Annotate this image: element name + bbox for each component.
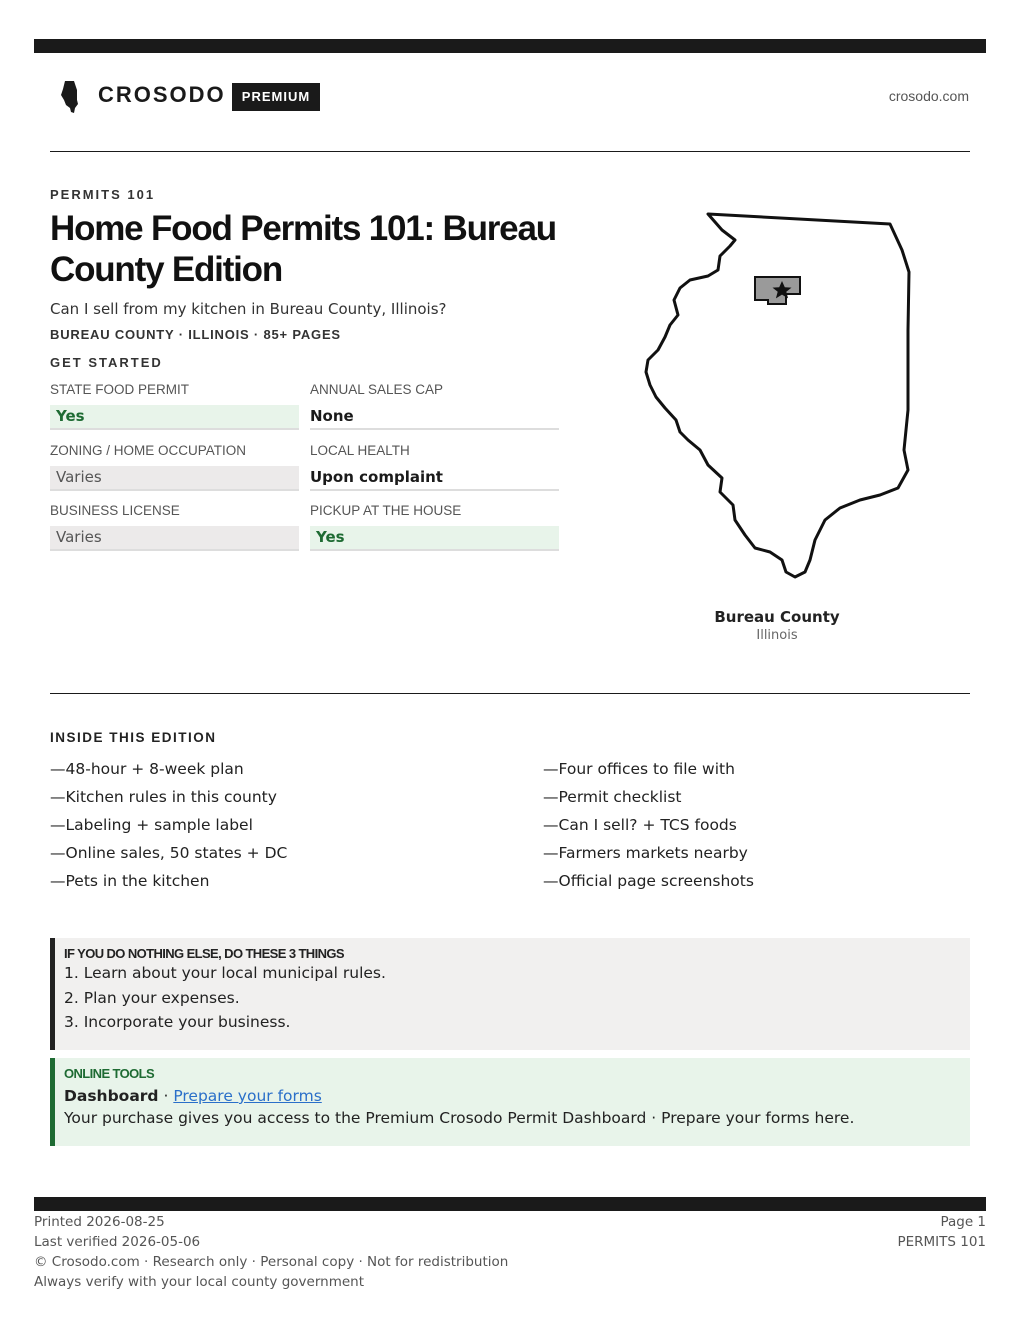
inside-list-right <box>543 758 963 898</box>
fact-value: Yes <box>310 526 559 551</box>
map-caption <box>700 608 854 643</box>
list-item: —Labeling + sample label <box>50 816 253 834</box>
section-eyebrow: PERMITS 101 <box>50 187 156 202</box>
copyright: © Crosodo.com · Research only · Personal copy · Not for redistribution <box>34 1254 509 1270</box>
list-item: —48-hour + 8-week plan <box>50 760 244 778</box>
bottom-rule-bar <box>34 1197 986 1211</box>
list-item: —Farmers markets nearby <box>543 844 748 862</box>
map-state-name: Illinois <box>756 628 798 643</box>
list-item: —Four offices to file with <box>543 760 735 778</box>
online-tools-callout <box>50 1058 970 1146</box>
callout-step: 1. Learn about your local municipal rules. <box>64 964 386 982</box>
premium-badge: PREMIUM <box>232 83 320 111</box>
footer-section: PERMITS 101 <box>897 1234 986 1250</box>
list-item: —Official page screenshots <box>543 872 754 890</box>
illinois-state-icon <box>60 80 82 114</box>
fact-state-food-permit <box>50 382 299 430</box>
callout-heading: IF YOU DO NOTHING ELSE, DO THESE 3 THINGS <box>64 946 344 961</box>
fact-annual-sales-cap <box>310 382 559 430</box>
callout-step: 2. Plan your expenses. <box>64 988 240 1007</box>
list-item: —Permit checklist <box>543 788 682 806</box>
section-divider <box>50 693 970 694</box>
footer-right <box>897 1212 986 1252</box>
verified-date: Last verified 2026-05-06 <box>34 1234 201 1250</box>
dashboard-label: Dashboard <box>64 1087 159 1105</box>
fact-label: STATE FOOD PERMIT <box>50 382 190 397</box>
callout-step: 3. Incorporate your business. <box>64 1013 291 1031</box>
verify-note: Always verify with your local county government <box>34 1274 364 1290</box>
prepare-forms-link[interactable]: Prepare your forms <box>173 1087 322 1105</box>
fact-value: None <box>310 405 559 430</box>
tools-dashboard-line <box>64 1087 970 1105</box>
fact-zoning <box>50 443 299 491</box>
get-started-heading: GET STARTED <box>50 355 163 370</box>
list-item: —Pets in the kitchen <box>50 872 210 890</box>
inside-list-left <box>50 758 470 898</box>
page-subtitle: Can I sell from my kitchen in Bureau County, Illinois? <box>50 300 447 318</box>
fact-value: Varies <box>50 526 299 551</box>
list-item: —Kitchen rules in this county <box>50 788 277 806</box>
three-things-callout <box>50 938 970 1050</box>
site-url[interactable]: crosodo.com <box>888 88 969 104</box>
edition-meta: BUREAU COUNTY · ILLINOIS · 85+ PAGES <box>50 327 341 342</box>
fact-label: LOCAL HEALTH <box>310 443 410 458</box>
list-item: —Can I sell? + TCS foods <box>543 816 737 834</box>
fact-label: PICKUP AT THE HOUSE <box>310 503 462 518</box>
page-title: Home Food Permits 101: Bureau County Edition <box>50 209 556 289</box>
top-rule-bar <box>34 39 986 53</box>
brand-name: CROSODO <box>98 82 226 107</box>
fact-label: BUSINESS LICENSE <box>50 503 180 518</box>
printed-date: Printed 2026-08-25 <box>34 1214 165 1230</box>
fact-pickup <box>310 503 559 551</box>
footer-left <box>34 1212 508 1292</box>
list-item: —Online sales, 50 states + DC <box>50 844 288 862</box>
fact-label: ANNUAL SALES CAP <box>310 382 444 397</box>
fact-value: Yes <box>50 405 299 430</box>
fact-local-health <box>310 443 559 491</box>
fact-value: Varies <box>50 466 299 491</box>
tools-description: Your purchase gives you access to the Premium Crosodo Permit Dashboard · Prepare your forms here. <box>64 1109 855 1127</box>
illinois-map <box>640 205 920 585</box>
page-number: Page 1 <box>940 1214 986 1230</box>
fact-business-license <box>50 503 299 551</box>
fact-label: ZONING / HOME OCCUPATION <box>50 443 247 458</box>
separator: · <box>158 1087 174 1105</box>
map-county-name: Bureau County <box>714 608 840 626</box>
inside-edition-heading: INSIDE THIS EDITION <box>50 730 217 745</box>
tools-heading: ONLINE TOOLS <box>64 1066 155 1081</box>
fact-value: Upon complaint <box>310 466 559 491</box>
header-divider <box>50 151 970 152</box>
